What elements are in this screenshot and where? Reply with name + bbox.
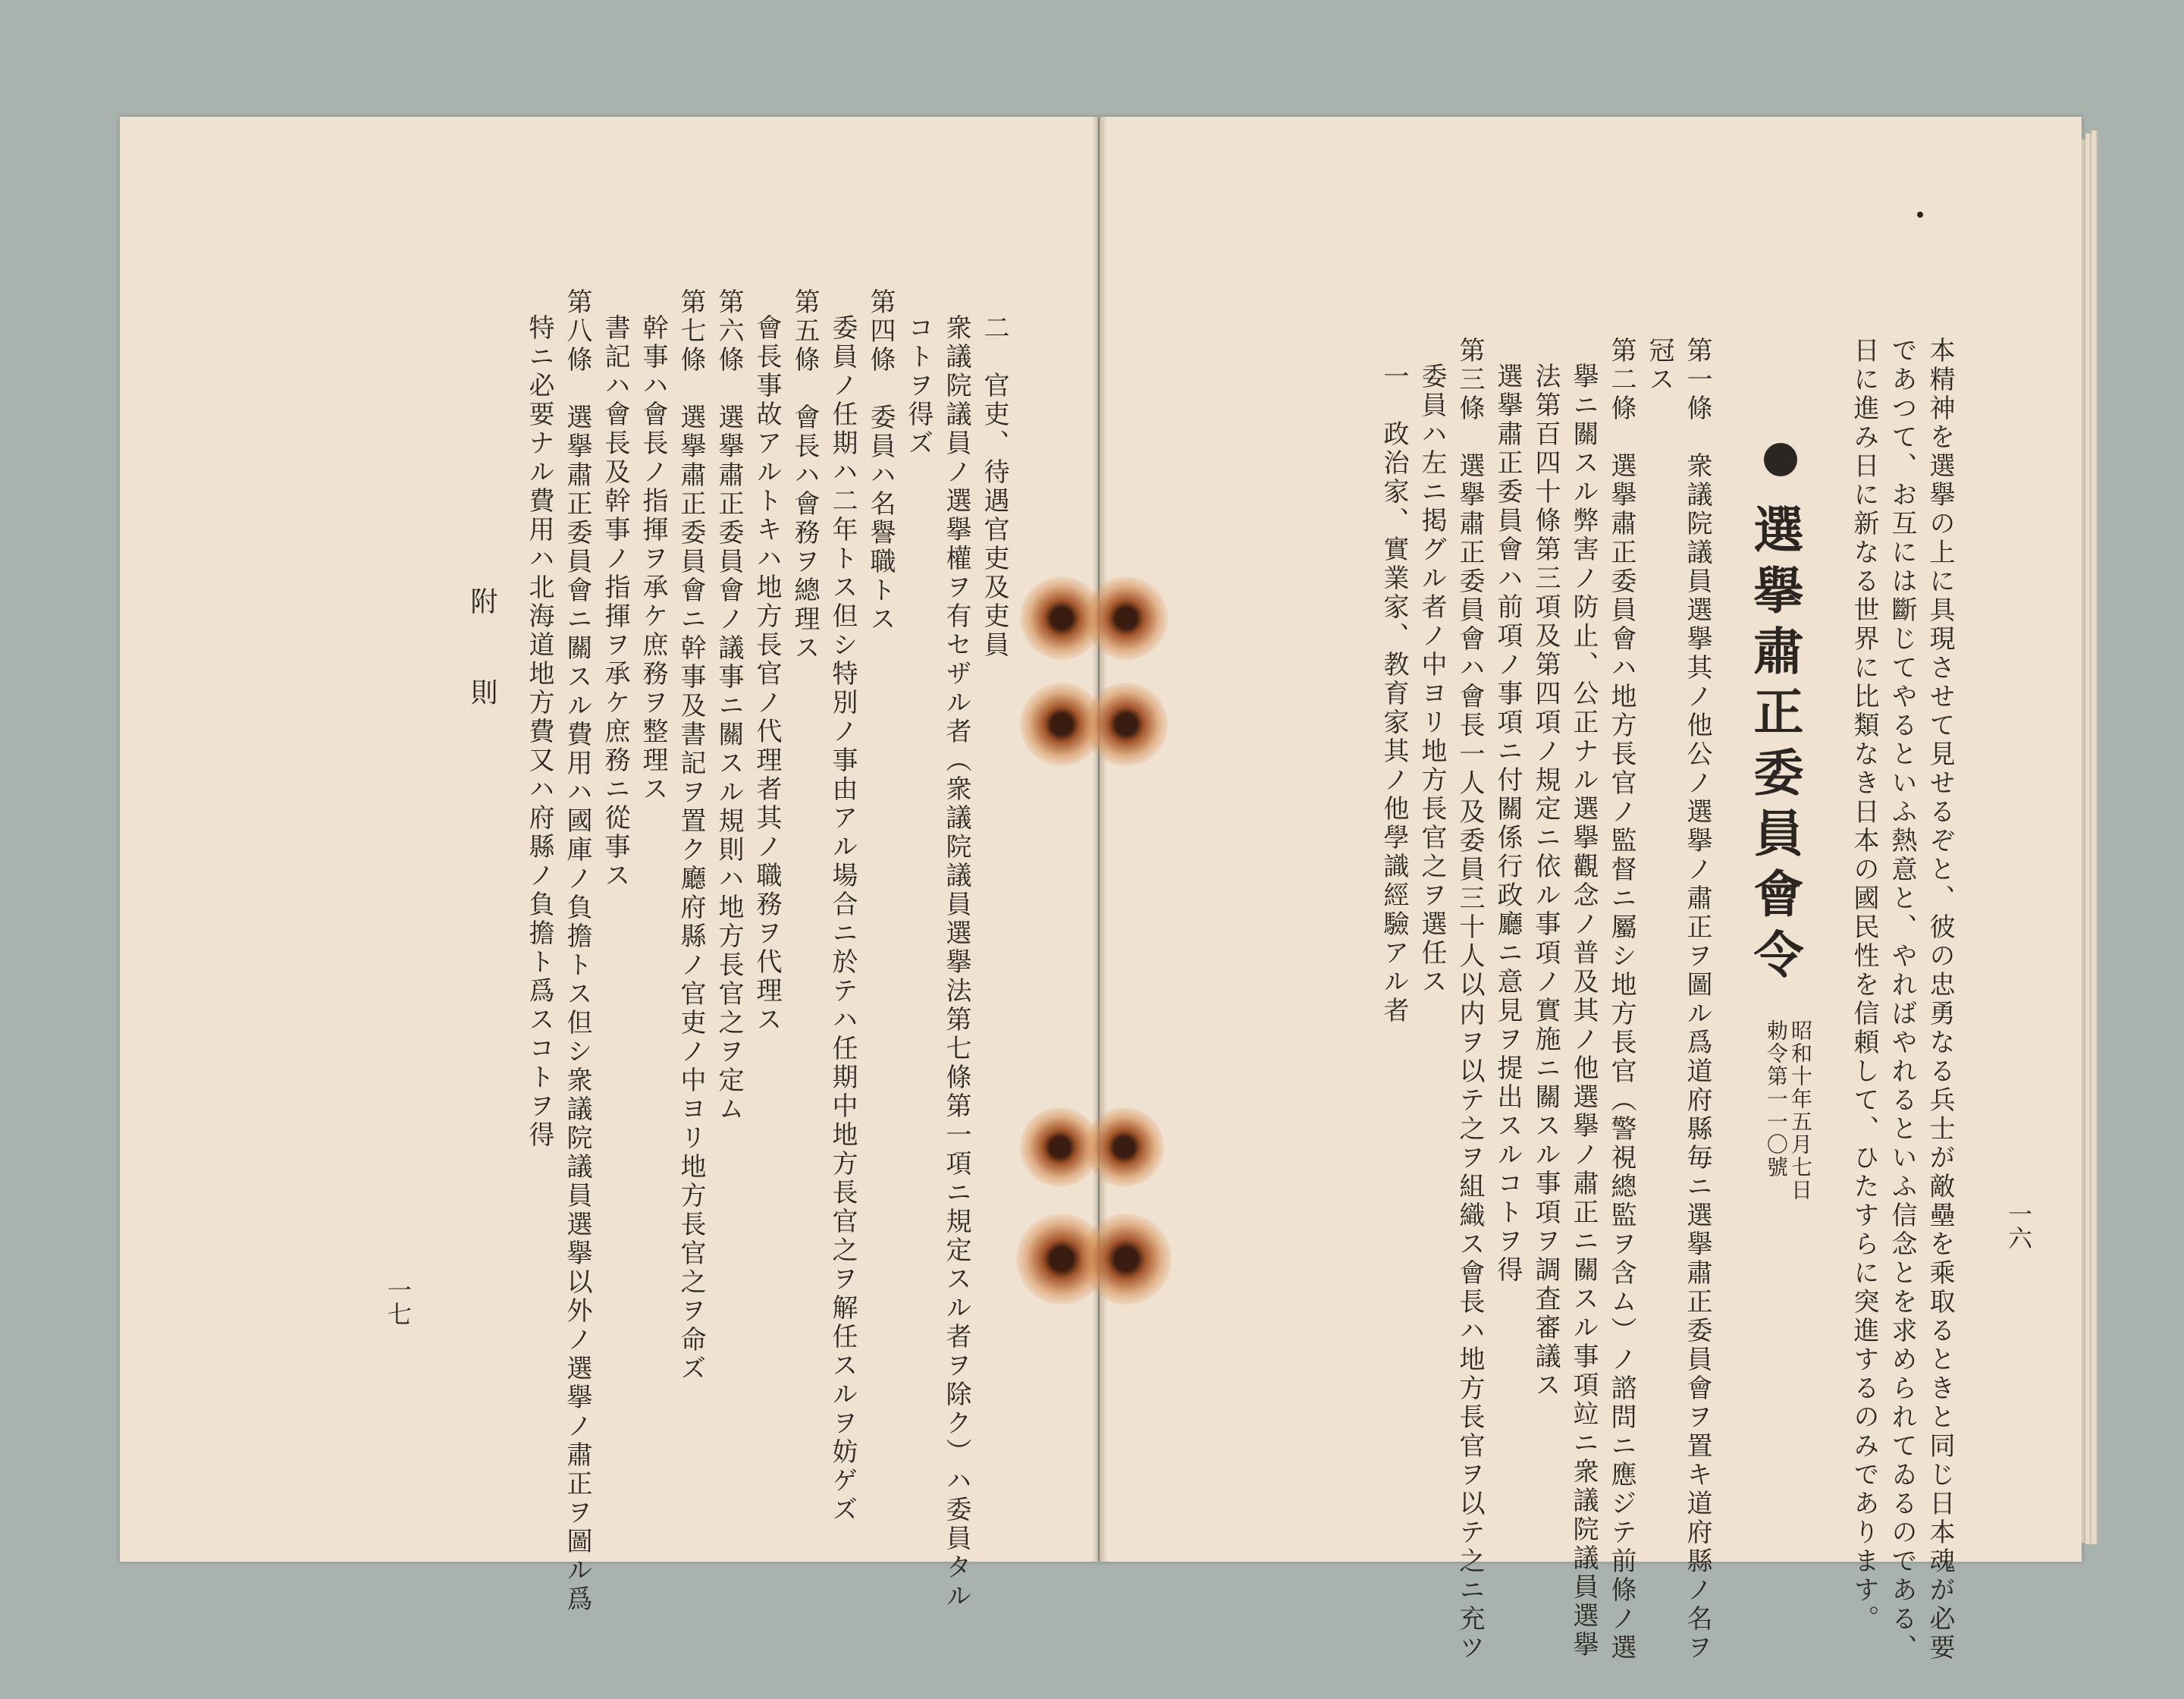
staple-stain [1084, 683, 1168, 766]
page-edge [2091, 130, 2098, 1544]
text-column: 書記ハ會長及幹事ノ指揮ヲ承ケ庶務ニ從事ス [600, 314, 630, 890]
page-number: 一六 [2004, 1201, 2033, 1250]
text-column: 第八條 選擧肅正委員會ニ關スル費用ハ國庫ノ負擔トス但シ衆議院議員選擧以外ノ選擧ノ肅正ヲ圖ル爲 [562, 288, 592, 1614]
page-edge [2085, 133, 2091, 1544]
text-column: 委員ノ任期ハ二年トス但シ特別ノ事由アル場合ニ於テハ任期中地方長官之ヲ解任スルヲ妨ゲズ [827, 314, 858, 1525]
staple-stain [1084, 576, 1168, 660]
text-column: 法第百四十條第三項及第四項ノ規定ニ依ル事項ノ實施ニ關スル事項ヲ調査審議ス [1530, 363, 1561, 1400]
staple-stain [1084, 1107, 1164, 1187]
title-mark-icon [1764, 443, 1797, 476]
right-page [1100, 117, 2082, 1663]
left-page [120, 117, 1098, 1614]
text-column: 幹事ハ會長ノ指揮ヲ承ケ庶務ヲ整理ス [638, 314, 668, 804]
title-note [1764, 1019, 1812, 1201]
text-column: 選擧肅正委員會ハ前項ノ事項ニ付關係行政廳ニ意見ヲ提出スルコトヲ得 [1492, 363, 1523, 1285]
text-column: 第六條 選擧肅正委員會ノ議事ニ關スル規則ハ地方長官之ヲ定ム [714, 288, 744, 1124]
text-column: 一 政治家、實業家、教育家其ノ他學識經驗アル者 [1379, 363, 1409, 1025]
text-column: 第五條 會長ハ會務ヲ總理ス [789, 288, 820, 663]
text-column: 第四條 委員ハ名譽職トス [865, 288, 896, 634]
staple-stain [1081, 1214, 1172, 1305]
page-title: 選擧肅正委員會令 [1745, 504, 1804, 989]
intro-line: 本精神を選擧の上に具現させて見せるぞと、彼の忠勇なる兵士が敵壘を乘取るときと同じ日本魂が必要 [1925, 337, 1955, 1663]
intro-line: であつて、お互には斷じてやるといふ熱意と、やればやれるといふ信念とを求められてゐるのである、 [1887, 337, 1917, 1663]
text-column: 冠ス [1644, 337, 1674, 394]
title-note-line: 昭和十年五月七日 [1788, 1019, 1813, 1201]
text-column: 第一條 衆議院議員選擧其ノ他公ノ選擧ノ肅正ヲ圖ル爲道府縣毎ニ選擧肅正委員會ヲ置キ道府縣ノ名ヲ [1682, 337, 1712, 1663]
text-column: 第七條 選擧肅正委員會ニ幹事及書記ヲ置ク廳府縣ノ官吏ノ中ヨリ地方長官之ヲ命ズ [676, 288, 706, 1383]
text-column: 擧ニ關スル弊害ノ防止、公正ナル選擧觀念ノ普及其ノ他選擧ノ肅正ニ關スル事項竝ニ衆議院議員選擧 [1568, 363, 1599, 1660]
text-column: 會長事故アルトキハ地方長官ノ代理者其ノ職務ヲ代理ス [752, 314, 782, 1035]
text-column: 第三條 選擧肅正委員會ハ會長一人及委員三十人以内ヲ以テ之ヲ組織ス會長ハ地方長官ヲ以テ之ニ充ツ [1454, 337, 1485, 1663]
title-note-line: 勅令第一一〇號 [1763, 1019, 1789, 1179]
text-column: 二 官吏、待遇官吏及吏員 [979, 314, 1009, 660]
text-column: 委員ハ左ニ掲グル者ノ中ヨリ地方長官之ヲ選任ス [1417, 363, 1447, 997]
text-column: 特ニ必要ナル費用ハ北海道地方費又ハ府縣ノ負擔ト爲スコトヲ得 [524, 314, 554, 1150]
text-column: コトヲ得ズ [903, 314, 934, 458]
intro-line: 日に進み日に新なる世界に比類なき日本の國民性を信頼して、ひたすらに突進するのみであります。 [1849, 337, 1879, 1634]
text-column: 衆議院議員ノ選擧權ヲ有セザル者（衆議院議員選擧法第七條第一項ニ規定スル者ヲ除ク）ハ委員タル [941, 314, 971, 1611]
appendix-heading: 附 則 [466, 587, 497, 708]
book-gutter [1092, 117, 1107, 1562]
text-column: 第二條 選擧肅正委員會ハ地方長官ノ監督ニ屬シ地方長官（警視總監ヲ含ム）ノ諮問ニ應ジテ前條ノ選 [1606, 337, 1636, 1663]
page-number: 一七 [384, 1277, 413, 1326]
ink-dot [1917, 212, 1923, 218]
